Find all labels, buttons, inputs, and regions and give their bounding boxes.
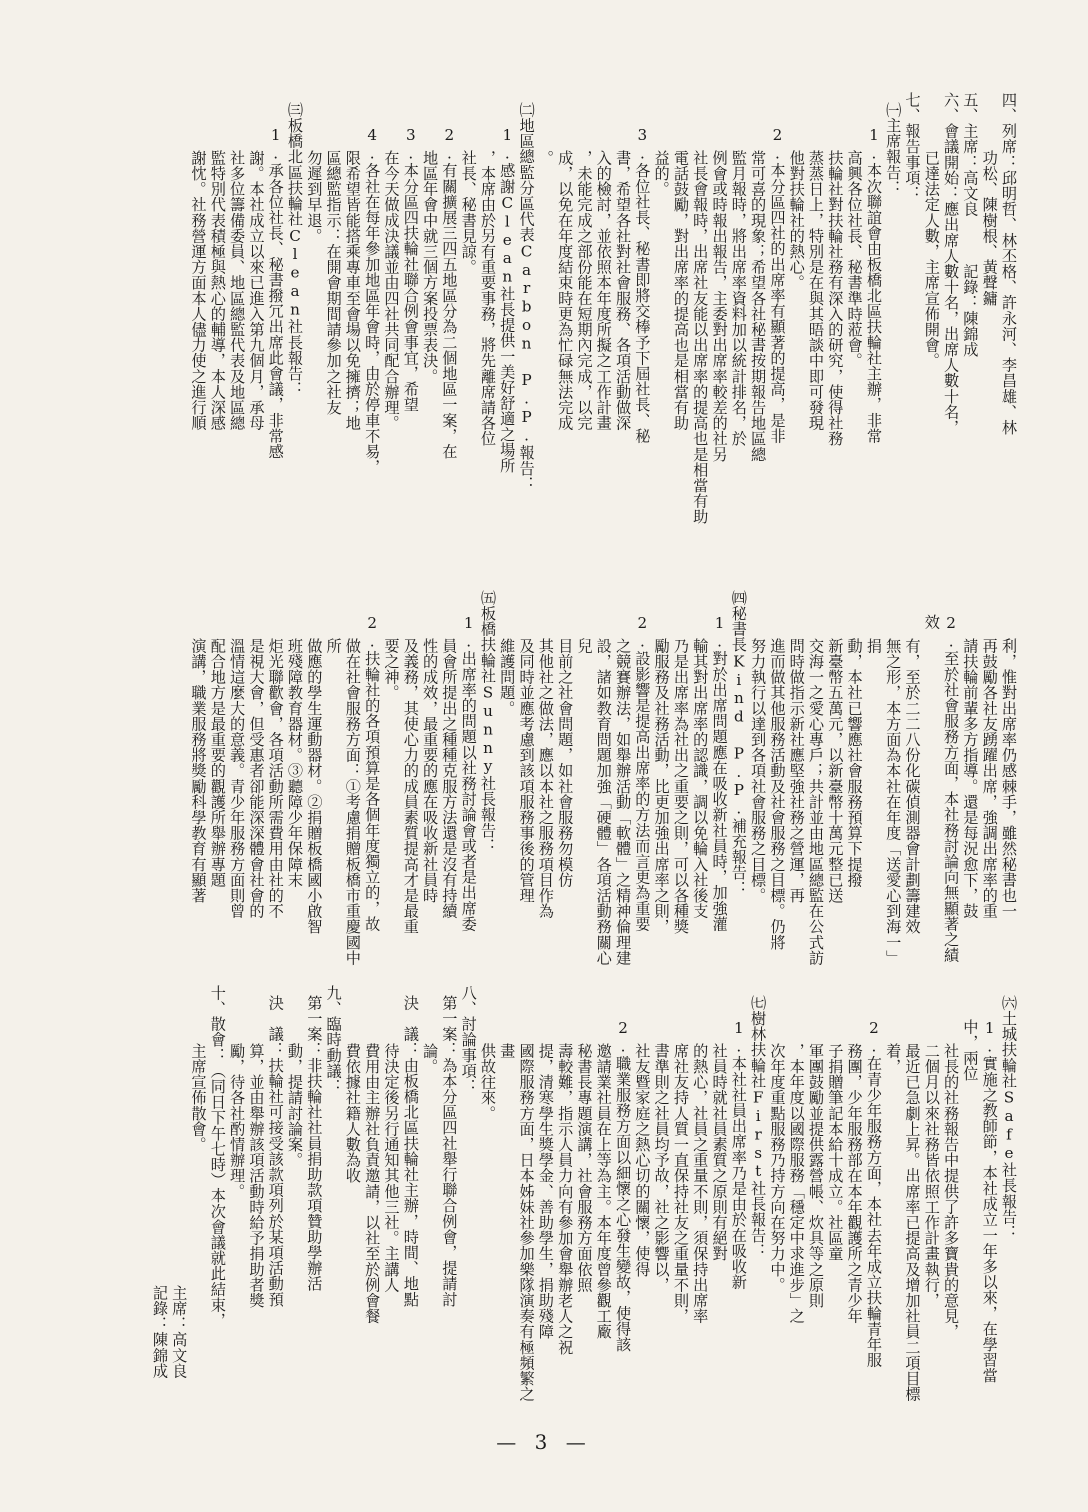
text-column: 2.有關擴展三四五地區分為二個地區一案，在 xyxy=(440,126,459,460)
text-column: 次年度重點服務乃持方向在努力中。 xyxy=(768,1043,787,1293)
text-column: 區總監指示：在開會期間請參加之社友 xyxy=(324,150,343,416)
text-column: 子捐贈筆記本給十成立。社區童 xyxy=(826,1043,845,1262)
text-column: 。 xyxy=(536,150,555,166)
text-column: 五、主席：高文良 記錄：陳錦成 xyxy=(961,92,980,358)
text-column: 2.至於社會服務方面，本社務討論向無顯著之績效 xyxy=(922,614,961,963)
text-column: 監月報時，將出席率資料加以統計排名，於 xyxy=(729,150,748,447)
text-column: 2.職業服務方面以細懷之心發生變故，使得該 xyxy=(614,1019,633,1353)
text-column: 利，惟對出席率仍感棘手，雖然秘書也一 xyxy=(1000,638,1018,919)
text-column: 着， xyxy=(884,1043,903,1075)
text-column: 員會所提出之種種克服方法還是沒有持續 xyxy=(440,638,459,919)
text-column: 設，諸如教育問題加強「硬體」各項活動務關心兒 xyxy=(575,638,613,966)
text-column: 決 議：扶輪社可接受該款項列於某項活動預 xyxy=(266,995,285,1307)
text-column: 勵服務及社務活動，比更加強出席率之則， xyxy=(652,638,671,935)
text-column: 地區年會中就三個方案投票表決。 xyxy=(421,150,440,384)
text-column: 再鼓勵各社友踴躍出席，強調出席率的重 xyxy=(980,638,999,919)
text-column: 入的檢討，並依照本年度所擬之工作計畫 xyxy=(594,150,613,431)
text-column: 有，至於二二八份化碳偵測器會計劃籌建效 xyxy=(903,638,922,935)
text-column: 輸其對出席率的認識，調以免輪入社後支 xyxy=(691,638,710,919)
text-column: 1.本次聯誼會由板橋北區扶輪社主辦，非常 xyxy=(864,126,883,444)
text-column: 1.對於出席問題應在吸收新社員時，加強灌 xyxy=(710,614,729,932)
text-column: 1.感謝Clean社長提供一美好舒適之場所 xyxy=(498,126,517,474)
text-column: 炬光聯歡會，各項活動所需費用由社的不 xyxy=(266,638,285,919)
text-column: ㈦樹林扶輪社First社長報告： xyxy=(749,995,768,1259)
text-column: 第一案：非扶輪社社員捐助款項贊助學辦活 xyxy=(305,995,324,1292)
text-column: 2.設影響是提高出席率的方法而言更為重要 xyxy=(633,614,652,932)
text-column: 國際服務方面，日本姊妹社參加樂隊演奏有極頻繁之畫 xyxy=(498,1043,536,1402)
text-column: ㈡地區總監分區代表Carbon P.P.報告： xyxy=(517,102,536,492)
text-column: 扶輪社對扶輪社務有深入的研究，使得社務 xyxy=(826,150,845,447)
text-column: 溫情這麼大的意義。青少年服務方面則曾 xyxy=(228,638,247,919)
text-column: 及同時並應考慮到該項服務事後的管理 xyxy=(517,638,536,904)
text-column: 勵，待各社酌情辦理。 xyxy=(228,1043,247,1199)
text-column: 問時做指示新社應堅強社務之營運，再 xyxy=(787,638,806,904)
text-column: 2.在青少年服務方面，本社去年成立扶輪青年服 xyxy=(864,1019,883,1368)
text-column: 4.各社在每年參加地區年會時，由於停車不易， xyxy=(363,126,382,475)
text-column: 請扶輪前輩多方指導。還是每況愈下，鼓 xyxy=(961,638,980,919)
text-column: 他對扶輪社的熱心。 xyxy=(787,150,806,291)
text-column: 之競賽辦法，如舉辦活動「軟體」之精神倫理建 xyxy=(614,638,633,966)
text-column: 高興各位社長、秘書準時蒞會。 xyxy=(845,150,864,369)
text-column: ㈠主席報告： xyxy=(884,102,903,196)
text-column: 成，以免在年度結束時更為忙碌無法完成 xyxy=(556,150,575,431)
text-column: 維護問題。 xyxy=(498,638,517,716)
text-column: 記錄：陳錦成 xyxy=(150,1285,169,1379)
text-column: 論。 xyxy=(421,1043,440,1075)
text-column: 主席宣佈散會。 xyxy=(189,1043,208,1153)
text-column: 配合地方是最重要的觀護所舉辦專題 xyxy=(208,638,227,888)
text-column: 軍團鼓勵並提供露營帳、炊具等之原則 xyxy=(807,1043,826,1309)
text-column: 社友暨家庭之熱心切的關懷，使得 xyxy=(633,1043,652,1277)
text-column: 壽較難，指示人員力向有參加會舉辦老人之祝 xyxy=(556,1043,575,1355)
upper-text-block xyxy=(70,92,1018,562)
text-column: 已達法定人數，主席宣佈開會。 xyxy=(922,150,941,369)
page-number: — 3 — xyxy=(496,1430,592,1454)
text-column: 電話鼓勵，對出席率的提高也是相當有助 xyxy=(671,150,690,431)
lower-text-block xyxy=(70,985,1018,1405)
text-column: 費用由主辦社負責邀請，以社至於例會餐 xyxy=(363,1043,382,1324)
text-column: 3.本分區四扶輪社聯合例會事宜，希望 xyxy=(401,126,420,413)
text-column: 書，希望各社對社會服務、各項活動做深 xyxy=(614,150,633,431)
text-column: 動，本社已響應社會服務預算下提撥 xyxy=(845,638,864,888)
text-column: 蒸蒸日上，特別是在與其晤談中即可發現 xyxy=(807,150,826,431)
text-column: 1.實施之教師節，本社成立一年多以來，在學習當中，兩位 xyxy=(961,1019,999,1384)
text-column: 努力執行以達到各項社會服務之目標。 xyxy=(749,638,768,904)
text-column: ，本席由於另有重要事務，將先離席請各位 xyxy=(478,150,497,447)
text-column: ㈢板橋北區扶輪社Clean社長報告： xyxy=(286,102,305,397)
text-column: 1.本社社員出席率乃是由於在吸收新 xyxy=(729,1019,748,1290)
text-column: 2.本分區四社的出席率有顯著的提高，是非 xyxy=(768,126,787,444)
text-column: 例會或時報出報告，主委對出席率較差的社另 xyxy=(710,150,729,462)
text-column: ㈣秘書長Kind P.P.補充報告： xyxy=(729,590,748,896)
text-column: 2.扶輪社的各項預算是各個年度獨立的，故 xyxy=(363,614,382,932)
text-column: 四、列席：邱明哲、林丕格、許永河、李昌雄、林 xyxy=(1000,92,1018,436)
text-column: 六、會議開始：應出席人數十名，出席人數十名， xyxy=(942,92,961,436)
text-column: 謝忱。社務營運方面本人儘力使之進行順 xyxy=(189,150,208,431)
text-column: 監特別代表積極與熱心的輔導，本人深感 xyxy=(208,150,227,431)
text-column: 謝。本社成立以來已進入第九個月，承母 xyxy=(247,150,266,431)
text-column: 其他社之做法，應以本社之服務項目作為 xyxy=(536,638,555,919)
text-column: 限希望皆能搭乘專車至會場以免擁擠；地 xyxy=(343,150,362,431)
text-column: 算，並由舉辦該項活動時給予捐助者獎 xyxy=(247,1043,266,1309)
text-column: 務團，少年服務部在本年觀護所之青少年 xyxy=(845,1043,864,1324)
text-column: 動，提請討論案。 xyxy=(286,1043,305,1168)
text-column: 決 議：由板橋北區扶輪社主辦，時間、地點 xyxy=(401,995,420,1307)
text-column: 供故往來。 xyxy=(478,1043,497,1121)
text-column: 秘書長專題演講，社會服務方面依照 xyxy=(575,1043,594,1293)
text-column: 進而做其他服務活動及社會服務之目標。仍將 xyxy=(768,638,787,950)
text-column: 費依據社籍人數為收 xyxy=(343,1043,362,1184)
text-column: 書準則之社員均予故，社之影響以， xyxy=(652,1043,671,1293)
text-column: 提，清寒學生獎學金、善助學生，捐助殘障 xyxy=(536,1043,555,1340)
text-column: 社員時就社員素質之原則有絕對 xyxy=(710,1043,729,1262)
text-column: 1.承各位社長、秘書撥冗出席此會議，非常感 xyxy=(266,126,285,460)
text-column: 第一案：為本分區四社舉行聯合例會，提請討 xyxy=(440,995,459,1307)
text-column: ，未能完成之部份能在短期內完成，以完 xyxy=(575,150,594,431)
text-column: 最近已急劇上昇。出席率已提高及增加社員二項目標 xyxy=(903,1043,922,1402)
text-column: 在今天做成決議並由四社共同配合辦理。 xyxy=(382,150,401,431)
text-column: 的熱心，社員之重量不則，須保持出席率 xyxy=(691,1043,710,1324)
text-column: 1.出席率的問題以社務討論會或者是出席委 xyxy=(459,614,478,932)
text-column: 社長的社務報告中提供了許多寶貴的意見， xyxy=(942,1043,961,1340)
text-column: 新臺幣五萬元，以新臺幣十萬元整已送 xyxy=(826,638,845,904)
text-column: ㈤板橋扶輪社Sunny社長報告： xyxy=(478,590,497,854)
text-column: 主席：高文良 xyxy=(170,1285,189,1379)
text-column: 七、報告事項： xyxy=(903,92,922,202)
text-column: 班殘障教育器材。③聽障少年保障末 xyxy=(286,638,305,888)
text-column: 待決定後另行通知其他三社。主講人 xyxy=(382,1043,401,1293)
text-column: 做在社會服務方面：①考慮捐贈板橋市重慶國中所 xyxy=(324,638,362,966)
text-column: 要之神。 xyxy=(382,638,401,701)
text-column: 社長、秘書見諒。 xyxy=(459,150,478,275)
text-column: 目前之社會問題，如社會服務勿模仿 xyxy=(556,638,575,888)
text-column: 八、討論事項： xyxy=(459,985,478,1095)
text-column: 益的。 xyxy=(652,150,671,197)
text-column: 3.各位社長、秘書即將交棒予下屆社長、秘 xyxy=(633,126,652,444)
text-column: 功松、陳樹根、黃聲鏞 xyxy=(980,150,999,306)
text-column: 席社友持人質一直保持社友之重量不則， xyxy=(671,1043,690,1324)
text-column: 性的成效，最重要的應在吸收新社員時 xyxy=(421,638,440,904)
text-column: 常可喜的現象；希望各社秘書按期報告地區總 xyxy=(749,150,768,462)
text-column: 無之形，本方面為本社在年度「送愛心到海一」捐 xyxy=(864,638,903,966)
text-column: 交海一之愛心專戶；共計並由地區總監在公式訪 xyxy=(807,638,826,966)
text-column: 乃是出席率為社出之重要之則，可以各種獎 xyxy=(671,638,690,935)
text-column: 及義務，其使心力的成員素質提高才是最重 xyxy=(401,638,420,935)
text-column: 九、臨時動議： xyxy=(324,985,343,1095)
text-column: 邀請業社員在上等為主。本年度曾參觀工廠 xyxy=(594,1043,613,1340)
text-column: 演講，職業服務將獎勵科學教育有顯著 xyxy=(189,638,208,904)
text-column: 是視大會，但受惠者卻能深深體會社會的 xyxy=(247,638,266,919)
text-column: 勿遲到早退。 xyxy=(305,150,324,244)
text-column: 社長會報時，出席社友能以出席率的提高也是相當有助 xyxy=(691,150,710,525)
text-column: ㈥土城扶輪社Safe社長報告： xyxy=(1000,995,1018,1241)
text-column: 做應的學生運動器材。②捐贈板橋國小啟智 xyxy=(305,638,324,935)
text-column: 社多位籌備委員、地區總監代表及地區總 xyxy=(228,150,247,431)
text-column: 十、散會：（同日下午七時）本次會議就此結束， xyxy=(208,985,227,1329)
text-column: ，本年度以國際服務「穩定中求進步」之 xyxy=(787,1043,806,1324)
text-column: 二個月以來社務皆依照工作計畫執行， xyxy=(922,1043,941,1309)
middle-text-block xyxy=(70,580,1018,970)
